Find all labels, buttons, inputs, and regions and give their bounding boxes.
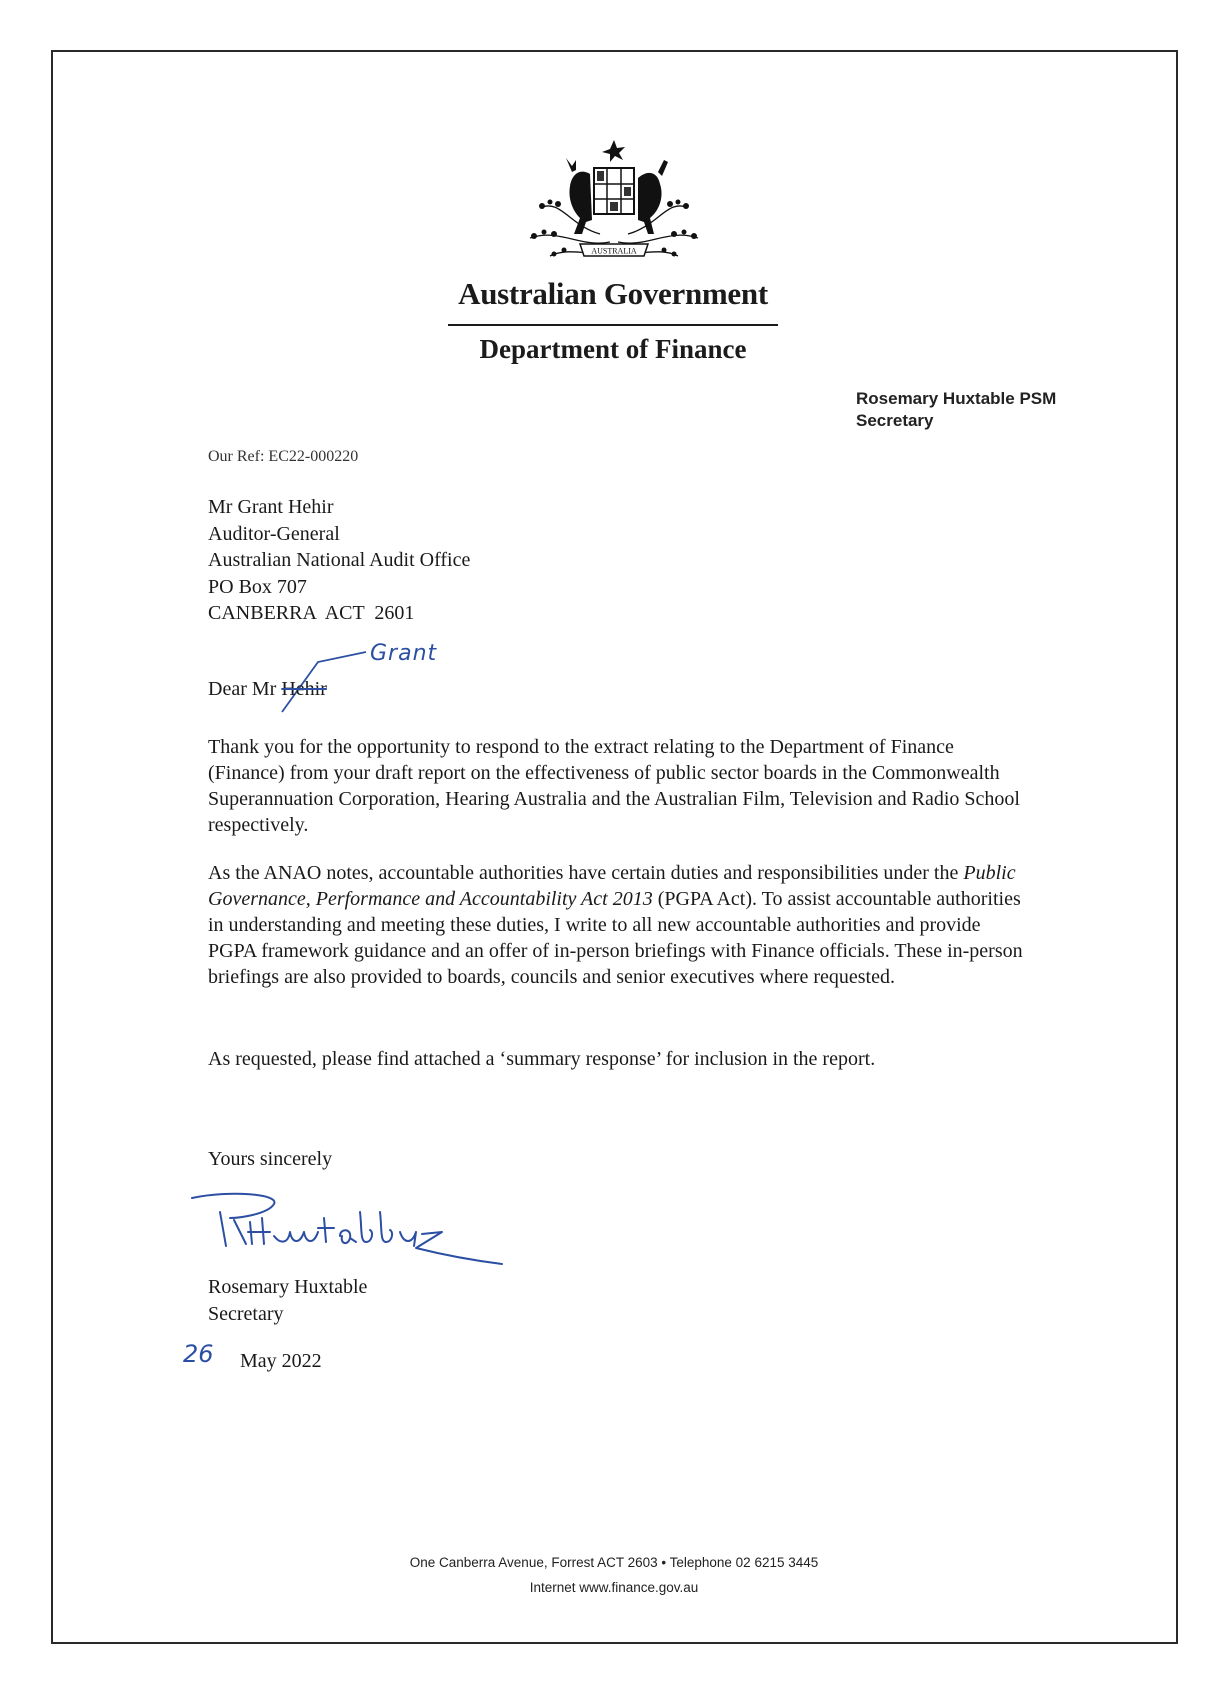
letterhead-divider	[448, 324, 778, 326]
struck-surname: Hehir	[281, 678, 327, 700]
act-title: Public Governance, Performance and Accountability Act 2013	[208, 862, 1016, 910]
paragraph-text: Thank you for the opportunity to respond to the extract relating to the Department of Finance (Finance) from your draft report on the effectiveness of public sector boards in the Commonwealth Superannuation Corporation, Hearing Australia and the Australian Film, Television and Radio School respectively.	[208, 736, 1020, 836]
coat-of-arms-crest	[520, 138, 708, 270]
recipient-address	[208, 494, 470, 627]
signer-name: Rosemary Huxtable	[208, 1276, 368, 1298]
reference-number: Our Ref: EC22-000220	[208, 448, 359, 465]
body-paragraph-3	[208, 1046, 1028, 1072]
crest-motto: AUSTRALIA	[591, 246, 637, 256]
address-line: PO Box 707	[208, 575, 307, 598]
address-line: Auditor-General	[208, 522, 340, 545]
letter-date: May 2022	[240, 1350, 322, 1372]
paragraph-text-start: As the ANAO notes, accountable authorities have certain duties and responsibilities under the	[208, 862, 964, 884]
paragraph-text-end: (PGPA Act). To assist accountable authorities in understanding and meeting these duties, I write to all new accountable authorities and provide PGPA framework guidance and an offer of in-person briefings with Finance officials. These in-person briefings are also provided to boards, councils and senior executives where requested.	[208, 888, 1023, 988]
footer-website: Internet www.finance.gov.au	[529, 1580, 699, 1595]
address-line: Mr Grant Hehir	[208, 496, 334, 518]
handwritten-signature	[190, 1188, 520, 1268]
government-title: Australian Government	[458, 276, 768, 311]
signer-title: Secretary	[208, 1302, 284, 1325]
handwritten-day: 26	[183, 1340, 214, 1368]
closing: Yours sincerely	[208, 1148, 333, 1170]
paragraph-text: As requested, please find attached a ‘summary response’ for inclusion in the report.	[208, 1048, 876, 1070]
sender-title: Secretary	[856, 411, 934, 430]
handwritten-first-name: Grant	[370, 641, 438, 666]
address-line: CANBERRA ACT 2601	[208, 602, 415, 624]
body-paragraph-2	[208, 860, 1028, 990]
sender-name: Rosemary Huxtable PSM	[856, 389, 1057, 408]
sender-block	[856, 388, 1056, 432]
salutation	[208, 678, 327, 701]
salutation-prefix: Dear Mr	[208, 678, 282, 700]
department-title: Department of Finance	[479, 334, 747, 364]
signer-block	[208, 1274, 367, 1327]
body-paragraph-1	[208, 734, 1028, 838]
paragraph-text	[208, 860, 1028, 990]
footer-address: One Canberra Avenue, Forrest ACT 2603 • Telephone 02 6215 3445	[409, 1555, 819, 1570]
address-line: Australian National Audit Office	[208, 549, 471, 571]
